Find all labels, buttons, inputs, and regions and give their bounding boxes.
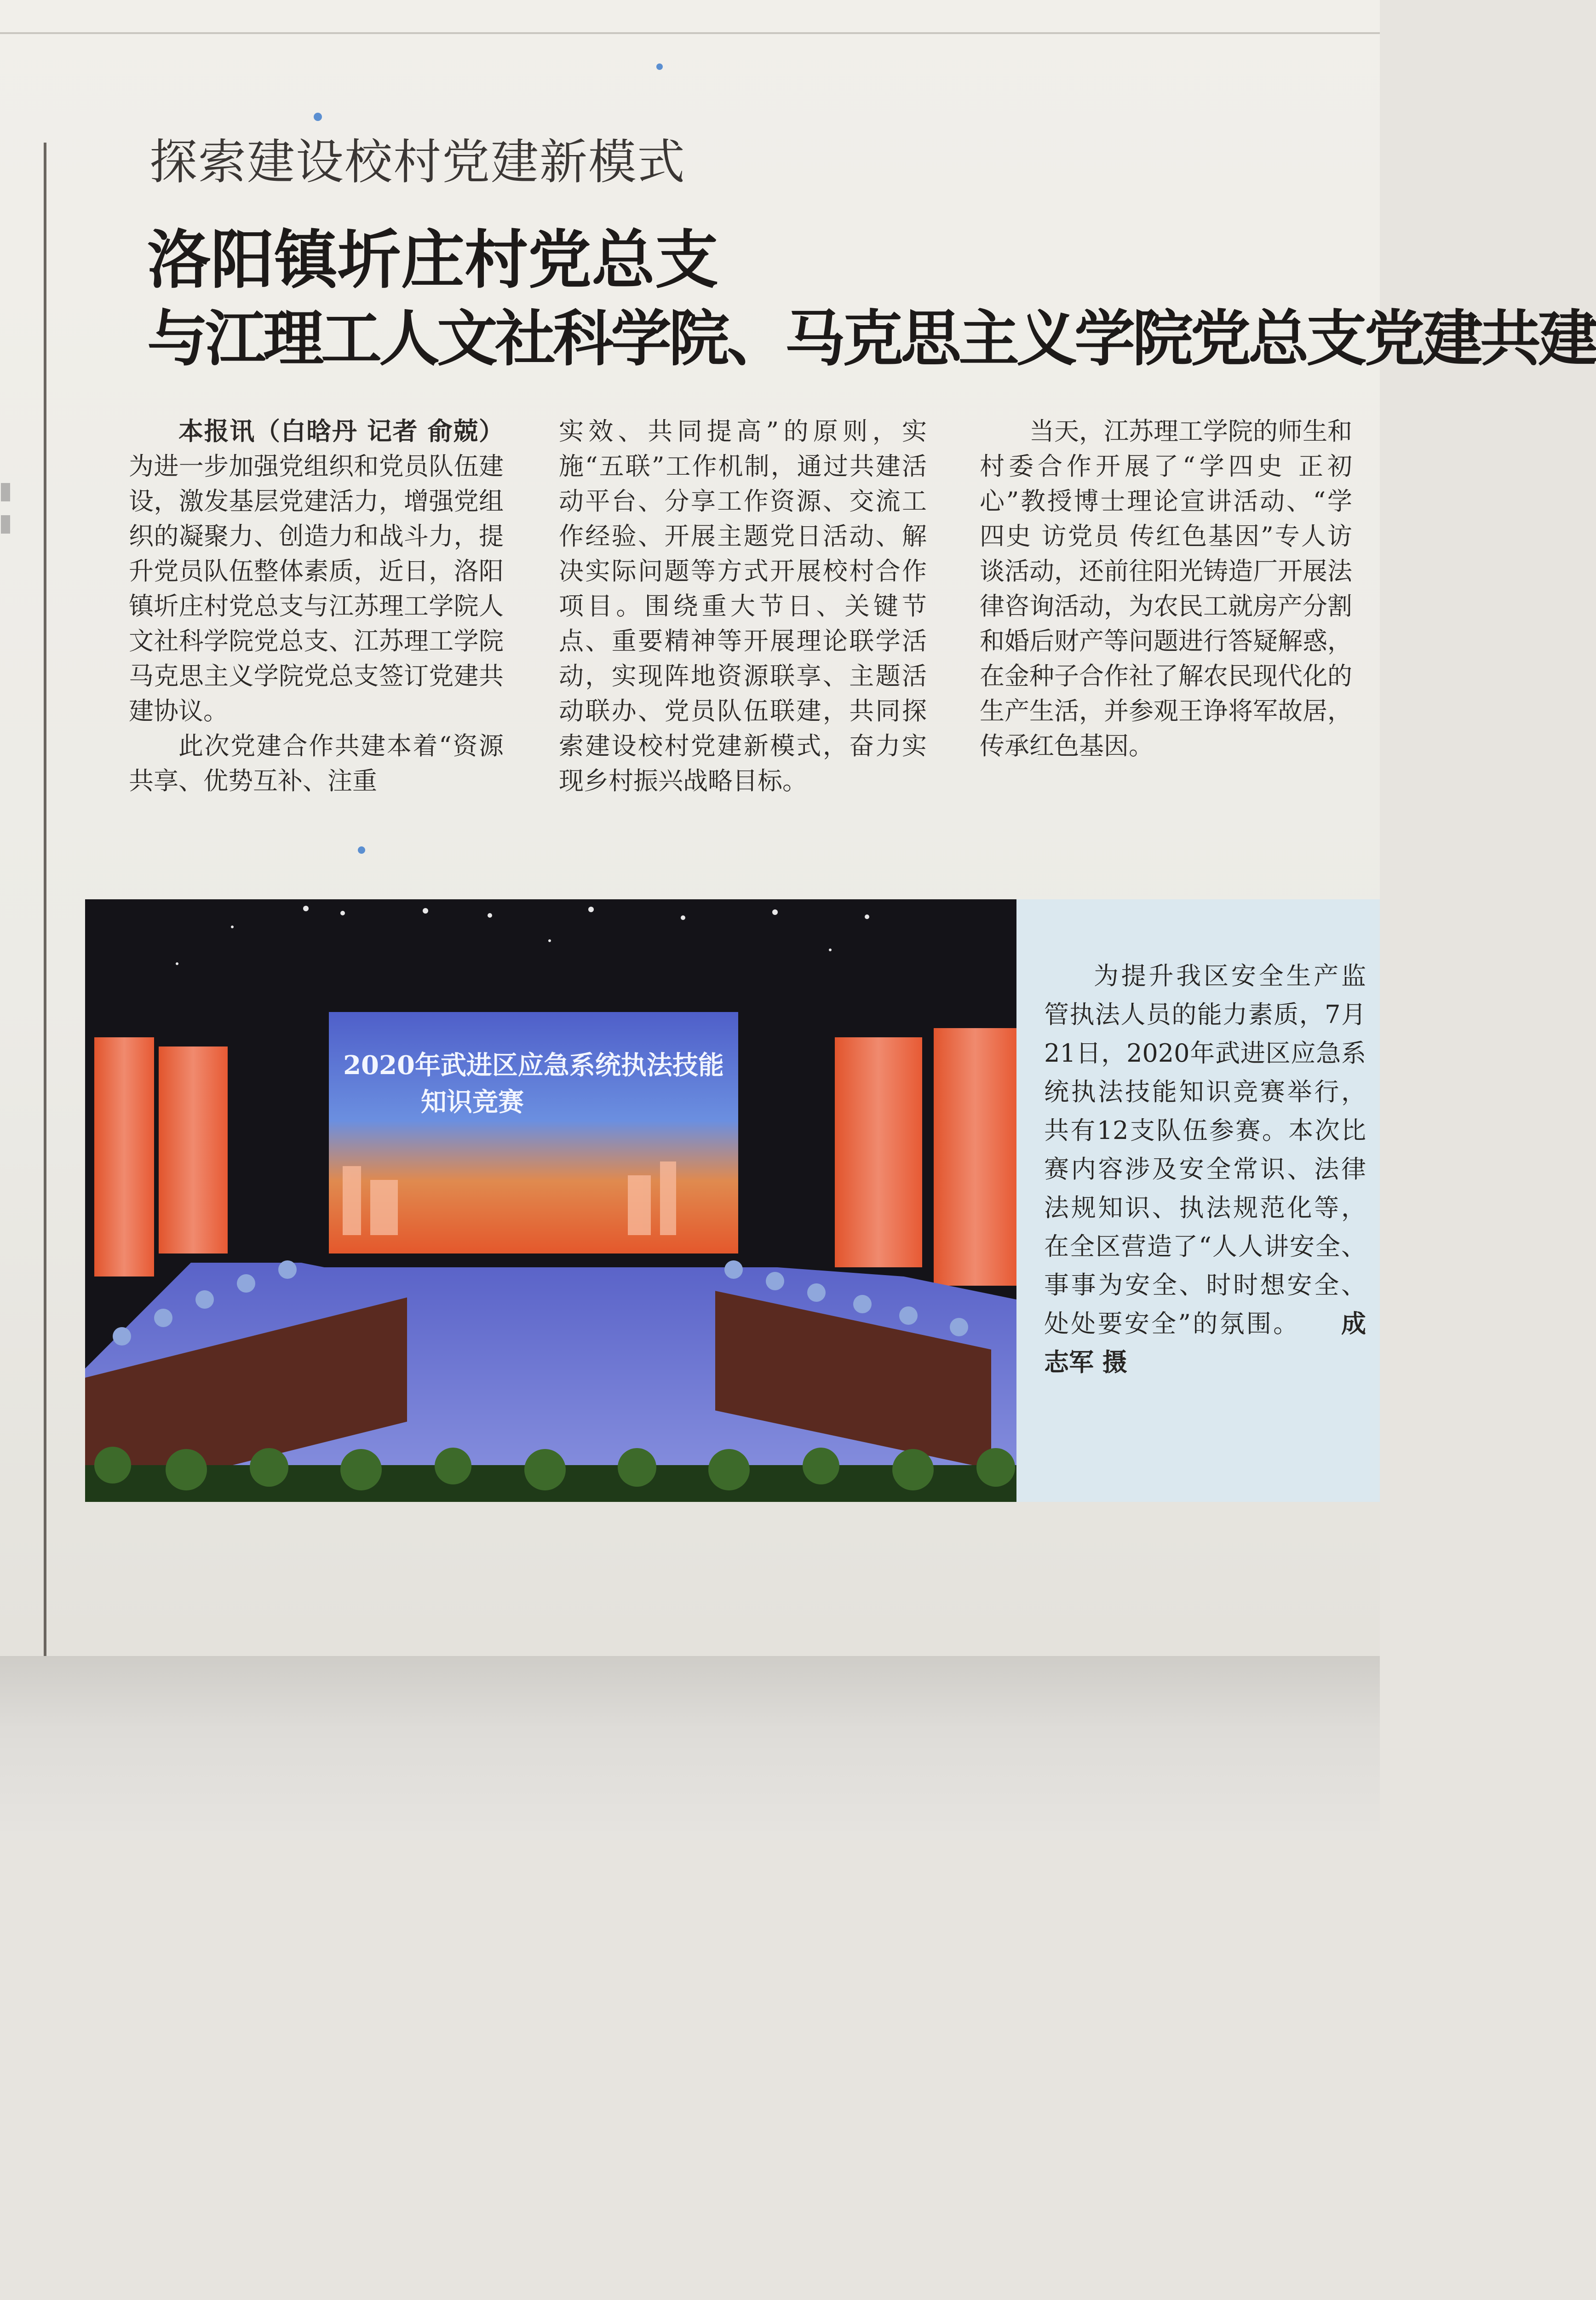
underlying-page	[0, 1656, 1380, 1840]
photo-caption	[1044, 957, 1366, 1382]
print-dot	[314, 113, 322, 121]
screen-title-line-2: 知识竞赛	[421, 1087, 524, 1117]
top-rule	[0, 32, 1380, 34]
photo-credit: 成志军 摄	[1044, 1309, 1366, 1377]
print-dot	[358, 846, 365, 854]
byline: 本报讯（白晗丹 记者 俞兢）	[178, 417, 504, 446]
edge-glyphs	[0, 478, 12, 570]
paragraph: 为进一步加强党组织和党员队伍建设，激发基层党建活力，增强党组织的凝聚力、创造力和战斗力，提升党员队伍整体素质，近日，洛阳镇圻庄村党总支与江苏理工学院人文社科学院党总支、江苏理工学院马克思主义学院党总支签订党建共建协议。	[129, 452, 504, 725]
article-kicker: 探索建设校村党建新模式	[149, 134, 686, 190]
paragraph: 此次党建合作共建本着“资源共享、优势互补、注重	[129, 731, 504, 795]
caption-text: 为提升我区安全生产监管执法人员的能力素质，7月21日，2020年武进区应急系统执法技能知识竞赛举行，共有12支队伍参赛。本次比赛内容涉及安全常识、法律法规知识、执法规范化等，在全区营造了“人人讲安全、事事为安全、时时想安全、处处要安全”的氛围。	[1044, 961, 1366, 1338]
competition-stage-photo	[85, 899, 1016, 1502]
clipped-edge-text	[0, 478, 12, 581]
headline-line-2: 与江理工人文社科学院、马克思主义学院党总支党建共建	[147, 304, 1596, 374]
news-photo	[85, 899, 1016, 1502]
screen-title-line-1: 2020年武进区应急系统执法技能	[343, 1050, 724, 1081]
paragraph: 实效、共同提高”的原则，实施“五联”工作机制，通过共建活动平台、分享工作资源、交流工作经验、开展主题党日活动、解决实际问题等方式开展校村合作项目。围绕重大节日、关键节点、重要精神等开展理论联学活动，实现阵地资源联享、主题活动联办、党员队伍联建，共同探索建设校村党建新模式，奋力实现乡村振兴战略目标。	[559, 417, 927, 795]
headline-line-1: 洛阳镇圻庄村党总支	[147, 223, 719, 297]
article-column-1	[129, 414, 504, 799]
column-rule	[44, 143, 46, 1661]
article-column-3	[980, 414, 1352, 764]
article-column-2	[559, 414, 927, 799]
paragraph: 当天，江苏理工学院的师生和村委合作开展了“学四史 正初心”教授博士理论宣讲活动、“学四史 访党员 传红色基因”专人访谈活动，还前往阳光铸造厂开展法律咨询活动，为农民工就房产分割和婚后财产等问题进行答疑解惑，在金种子合作社了解农民现代化的生产生活，并参观王诤将军故居，传承红色基因。	[980, 417, 1352, 760]
print-dot	[656, 63, 663, 70]
